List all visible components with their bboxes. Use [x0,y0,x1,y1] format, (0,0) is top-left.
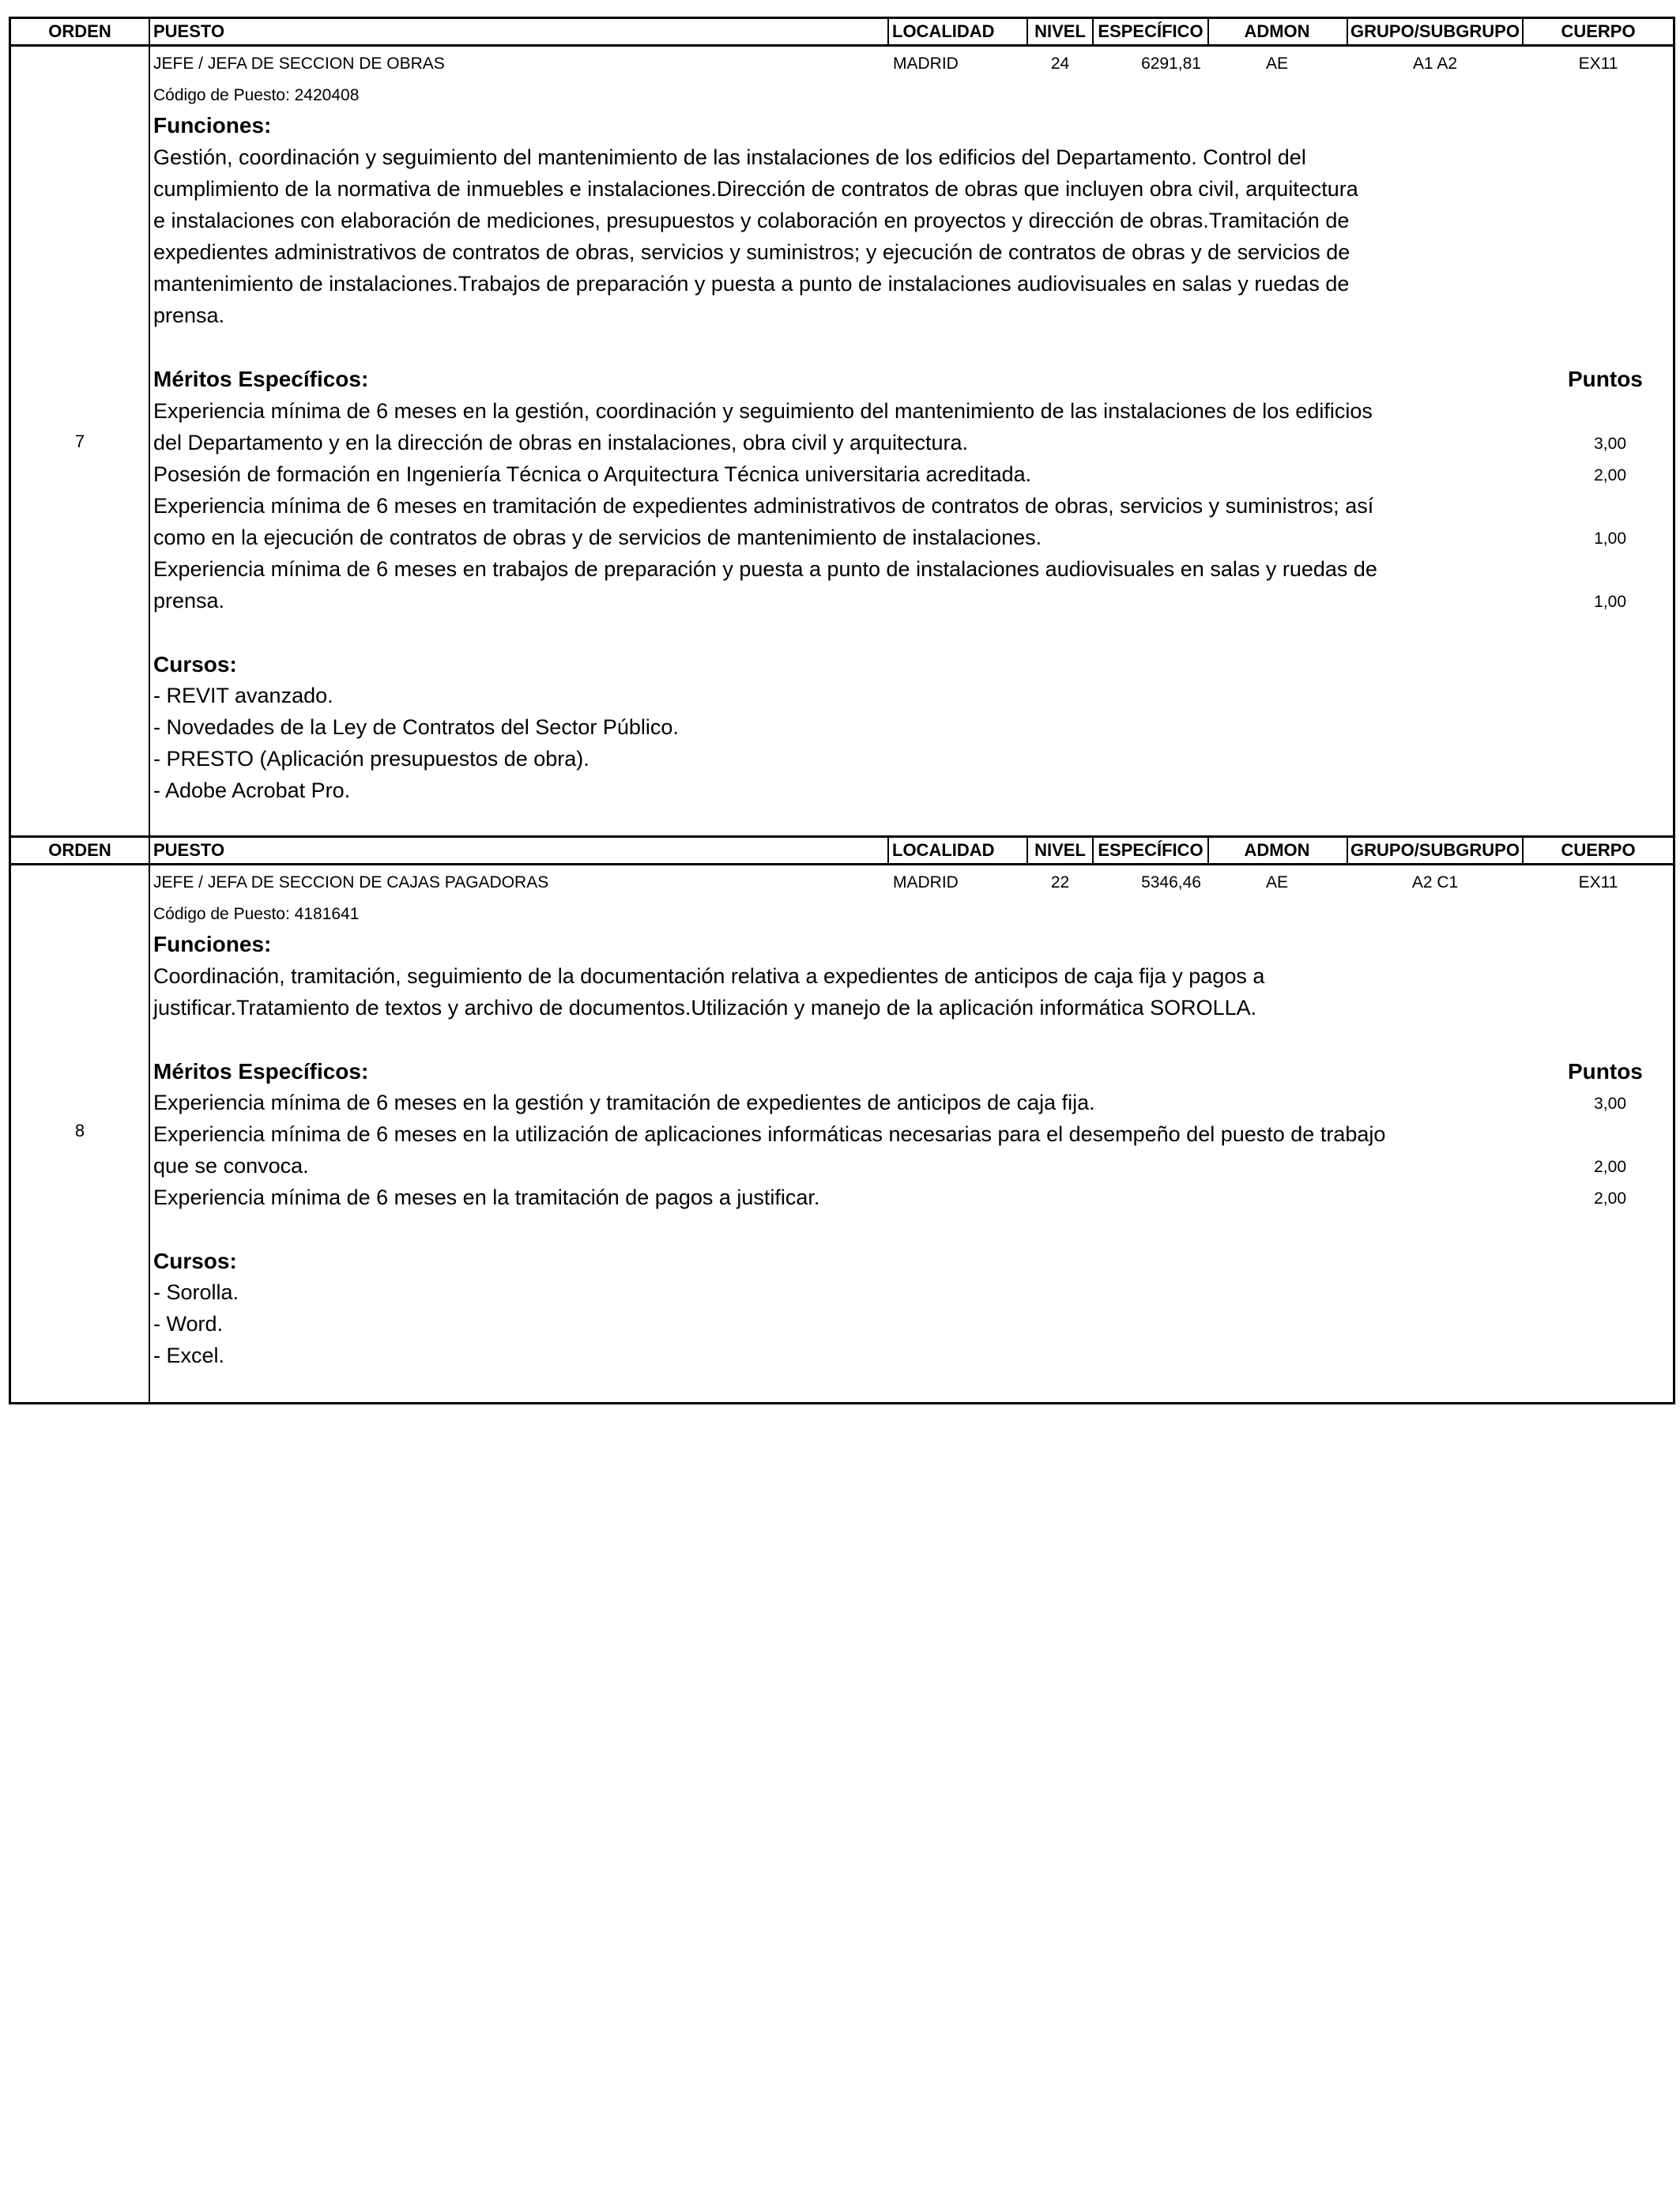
especifico-value: 5346,46 [1141,873,1201,892]
curso-item: - Novedades de la Ley de Contratos del Sector Público. [153,715,679,739]
header-puesto: PUESTO [153,840,225,860]
table-bottom-border [11,1402,1673,1404]
puntos-value: 1,00 [1594,593,1626,611]
grupo-value: A2 C1 [1411,873,1459,892]
merito-line: como en la ejecución de contratos de obras y de servicios de mantenimiento de instalaciones. [153,526,1042,549]
funciones-heading: Funciones: [153,932,272,956]
puntos-heading: Puntos [1568,1059,1643,1084]
funciones-line: justificar.Tratamiento de textos y archivo de documentos.Utilización y manejo de la aplicación informática SOROLLA. [153,996,1257,1020]
puntos-heading: Puntos [1568,367,1643,391]
meritos-heading: Méritos Específicos: [153,1059,369,1084]
curso-item: - PRESTO (Aplicación presupuestos de obra). [153,747,590,771]
header-cuerpo: CUERPO [1561,840,1636,860]
curso-item: - Word. [153,1312,224,1336]
funciones-line: e instalaciones con elaboración de mediciones, presupuestos y colaboración en proyectos y dirección de obras.Tramitación de [153,209,1350,232]
admon-value: AE [1265,873,1288,892]
cuerpo-value: EX11 [1578,873,1618,892]
merito-line: Posesión de formación en Ingeniería Técnica o Arquitectura Técnica universitaria acreditada. [153,462,1032,486]
merito-line: Experiencia mínima de 6 meses en la tramitación de pagos a justificar. [153,1186,820,1209]
puntos-value: 2,00 [1594,1158,1626,1176]
nivel-value: 24 [1050,55,1070,73]
header-localidad: LOCALIDAD [892,840,995,860]
job-body [11,47,1673,837]
table-header-row [11,835,1673,865]
localidad-value: MADRID [893,873,959,892]
curso-item: - Excel. [153,1344,225,1367]
curso-item: - Sorolla. [153,1280,239,1304]
funciones-line: prensa. [153,303,225,327]
merito-line: que se convoca. [153,1154,309,1178]
header-localidad: LOCALIDAD [892,21,995,41]
header-grupo: GRUPO/SUBGRUPO [1350,21,1520,41]
puntos-value: 1,00 [1594,530,1626,548]
merito-line: Experiencia mínima de 6 meses en la gestión y tramitación de expedientes de anticipos de caja fija. [153,1091,1095,1114]
header-grupo: GRUPO/SUBGRUPO [1350,840,1520,860]
funciones-line: cumplimiento de la normativa de inmuebles e instalaciones.Dirección de contratos de obras que incluyen obra civil, arquitectura [153,177,1358,201]
cuerpo-value: EX11 [1578,55,1618,73]
puntos-value: 3,00 [1594,1095,1626,1113]
meritos-heading: Méritos Específicos: [153,367,369,391]
header-puesto: PUESTO [153,21,225,41]
curso-item: - REVIT avanzado. [153,684,333,707]
header-admon: ADMON [1244,21,1310,41]
localidad-value: MADRID [893,55,959,73]
puesto-title: JEFE / JEFA DE SECCION DE CAJAS PAGADORAS [153,873,549,892]
merito-line: del Departamento y en la dirección de obras en instalaciones, obra civil y arquitectura. [153,431,969,454]
orden-value: 7 [74,432,85,451]
merito-line: Experiencia mínima de 6 meses en la utilización de aplicaciones informáticas necesarias para el desempeño del puesto de trabajo [153,1122,1386,1146]
funciones-line: Gestión, coordinación y seguimiento del mantenimiento de las instalaciones de los edificios del Departamento. Control del [153,145,1306,169]
admon-value: AE [1265,55,1288,73]
merito-line: Experiencia mínima de 6 meses en trabajos de preparación y puesta a punto de instalaciones audiovisuales en salas y ruedas de [153,557,1377,581]
job-block-2 [9,835,1675,1404]
header-orden: ORDEN [48,840,111,860]
funciones-line: expedientes administrativos de contratos de obras, servicios y suministros; y ejecución de contratos de obras y de servicios de [153,240,1350,264]
header-admon: ADMON [1244,840,1310,860]
curso-item: - Adobe Acrobat Pro. [153,778,351,802]
header-especifico: ESPECÍFICO [1098,840,1203,860]
header-especifico: ESPECÍFICO [1098,21,1203,41]
header-orden: ORDEN [48,21,111,41]
funciones-line: mantenimiento de instalaciones.Trabajos de preparación y puesta a punto de instalaciones audiovisuales en salas y ruedas de [153,272,1350,296]
merito-line: prensa. [153,589,225,613]
funciones-line: Coordinación, tramitación, seguimiento de la documentación relativa a expedientes de anticipos de caja fija y pagos a [153,964,1265,988]
orden-value: 8 [74,1121,85,1140]
puntos-value: 2,00 [1594,1189,1626,1208]
merito-line: Experiencia mínima de 6 meses en la gestión, coordinación y seguimiento del mantenimiento de las instalaciones de los edificios [153,399,1373,423]
merito-line: Experiencia mínima de 6 meses en tramitación de expedientes administrativos de contratos de obras, servicios y suministros; así [153,494,1374,518]
job-body [11,865,1673,1402]
especifico-value: 6291,81 [1141,55,1201,73]
header-nivel: NIVEL [1034,21,1086,41]
puntos-value: 2,00 [1594,466,1626,484]
cursos-heading: Cursos: [153,1249,237,1273]
table-header-row [11,17,1673,47]
codigo-puesto: Código de Puesto: 2420408 [153,86,360,104]
puntos-value: 3,00 [1594,435,1626,453]
header-nivel: NIVEL [1034,840,1086,860]
header-cuerpo: CUERPO [1561,21,1636,41]
puesto-title: JEFE / JEFA DE SECCION DE OBRAS [153,55,445,73]
cursos-heading: Cursos: [153,652,237,677]
codigo-puesto: Código de Puesto: 4181641 [153,905,360,923]
nivel-value: 22 [1050,873,1070,892]
funciones-heading: Funciones: [153,113,272,138]
grupo-value: A1 A2 [1412,55,1458,73]
job-block-1 [9,17,1675,837]
